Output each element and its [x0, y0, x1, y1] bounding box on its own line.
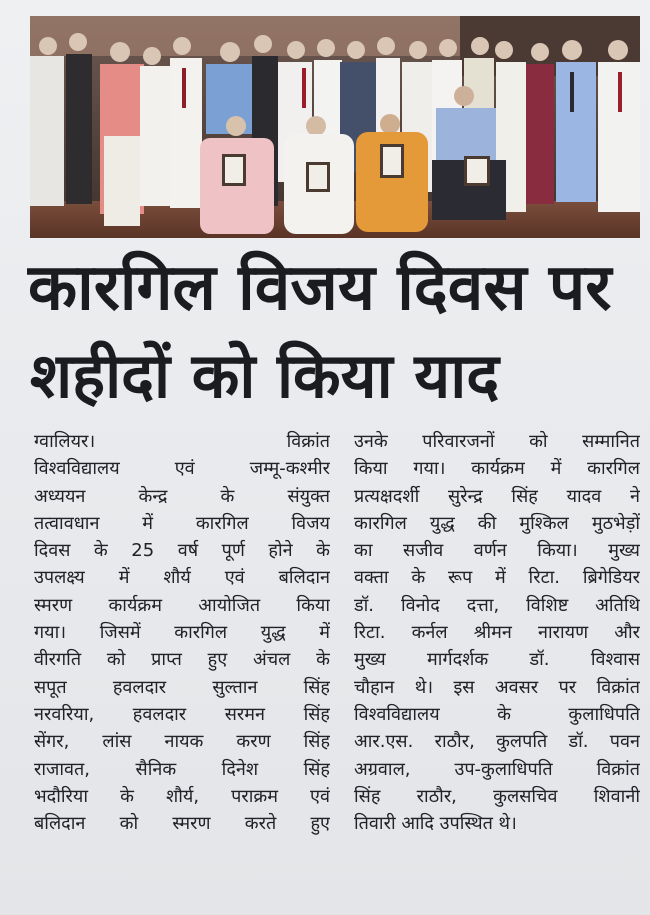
- text-line: रिटा. कर्नल श्रीमन नारायण और: [354, 622, 640, 644]
- text-line: उपलक्ष्य में शौर्य एवं बलिदान: [34, 567, 330, 589]
- text-line: नरवरिया, हवलदार सरमन सिंह: [34, 703, 330, 725]
- text-line: बलिदान को स्मरण करते हुए: [34, 813, 330, 835]
- text-line: तत्वावधान में कारगिल विजय: [34, 512, 330, 534]
- headline-line-1: कारगिल विजय दिवस पर: [28, 251, 612, 325]
- text-line: ग्वालियर। विक्रांत: [34, 431, 330, 452]
- text-line: कारगिल युद्ध की मुश्किल मुठभेड़ों: [354, 512, 640, 534]
- headline-line-2: शहीदों को किया याद: [30, 339, 500, 412]
- text-line: मुख्य मार्गदर्शक डॉ. विश्वास: [354, 649, 640, 671]
- text-line: का सजीव वर्णन किया। मुख्य: [354, 540, 640, 562]
- text-line: गया। जिसमें कारगिल युद्ध में: [34, 622, 330, 644]
- text-line: आर.एस. राठौर, कुलपति डॉ. पवन: [354, 731, 640, 753]
- text-line: दिवस के 25 वर्ष पूर्ण होने के: [34, 540, 330, 562]
- group-photo: [30, 16, 640, 238]
- text-line: चौहान थे। इस अवसर पर विक्रांत: [354, 676, 640, 698]
- text-line: डॉ. विनोद दत्ता, विशिष्ट अतिथि: [354, 594, 640, 616]
- text-line: किया गया। कार्यक्रम में कारगिल: [354, 458, 640, 480]
- text-line: सपूत हवलदार सुल्तान सिंह: [34, 676, 330, 698]
- text-line: सेंगर, लांस नायक करण सिंह: [34, 731, 330, 753]
- text-line: सिंह राठौर, कुलसचिव शिवानी: [354, 785, 640, 807]
- text-line: वीरगति को प्राप्त हुए अंचल के: [34, 649, 330, 671]
- text-line: विश्वविद्यालय एवं जम्मू-कश्मीर: [34, 458, 330, 480]
- text-line: वक्ता के रूप में रिटा. ब्रिगेडियर: [354, 567, 640, 589]
- article-column-left: [34, 428, 330, 837]
- text-line: तिवारी आदि उपस्थित थे।: [354, 813, 517, 835]
- text-line: स्मरण कार्यक्रम आयोजित किया: [34, 594, 330, 616]
- text-line: अध्ययन केन्द्र के संयुक्त: [34, 485, 330, 507]
- text-line: भदौरिया के शौर्य, पराक्रम एवं: [34, 785, 330, 807]
- text-line: प्रत्यक्षदर्शी सुरेन्द्र सिंह यादव ने: [354, 485, 640, 507]
- article-column-right: [354, 428, 640, 837]
- text-line: राजावत, सैनिक दिनेश सिंह: [34, 758, 330, 780]
- text-line: विश्वविद्यालय के कुलाधिपति: [354, 703, 640, 725]
- text-line: अग्रवाल, उप-कुलाधिपति विक्रांत: [354, 758, 640, 780]
- group-photo-illustration: [30, 16, 640, 238]
- text-line: उनके परिवारजनों को सम्मानित: [354, 431, 640, 452]
